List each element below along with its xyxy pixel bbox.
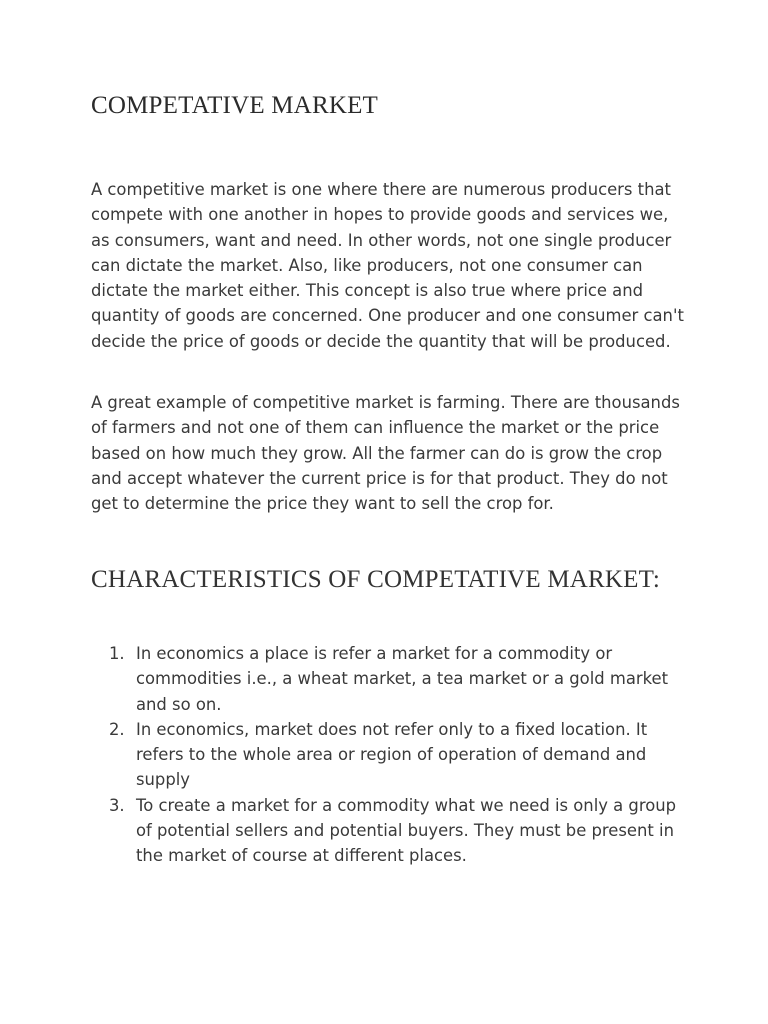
list-item-number: 2. xyxy=(109,719,125,739)
list-item-number: 1. xyxy=(109,644,125,663)
list-item-text: In economics, market does not refer only to a fixed location. It refers to the whole area or region of operation of demand and supply xyxy=(136,719,648,790)
list-item xyxy=(91,641,691,717)
list-item xyxy=(91,717,691,793)
paragraph-example: A great example of competitive market is farming. There are thousands of farmers and not one of them can influence the market or the price based on how much they grow. All the farmer can do is grow the crop and accept whatever the current price is for that product. They do not get to determine the price they want to sell the crop for. xyxy=(91,393,680,514)
characteristics-list xyxy=(91,641,691,869)
list-item-text: To create a market for a commodity what we need is only a group of potential sellers and potential buyers. They must be present in the market of course at different places. xyxy=(136,795,677,866)
list-item-number: 3. xyxy=(109,795,125,815)
document-title: COMPETATIVE MARKET xyxy=(91,92,379,119)
list-item-text: In economics a place is refer a market for a commodity or commodities i.e., a wheat market, a tea market or a gold market and so on. xyxy=(136,644,669,714)
paragraph-definition: A competitive market is one where there are numerous producers that compete with one another in hopes to provide goods and services we, as consumers, want and need. In other words, not one single producer can dictate the market. Also, like producers, not one consumer can dictate the market either. This concept is also true where price and quantity of goods are concerned. One producer and one consumer can't decide the price of goods or decide the quantity that will be produced. xyxy=(91,180,684,351)
section-heading: CHARACTERISTICS OF COMPETATIVE MARKET: xyxy=(91,566,660,593)
list-item xyxy=(91,793,691,869)
